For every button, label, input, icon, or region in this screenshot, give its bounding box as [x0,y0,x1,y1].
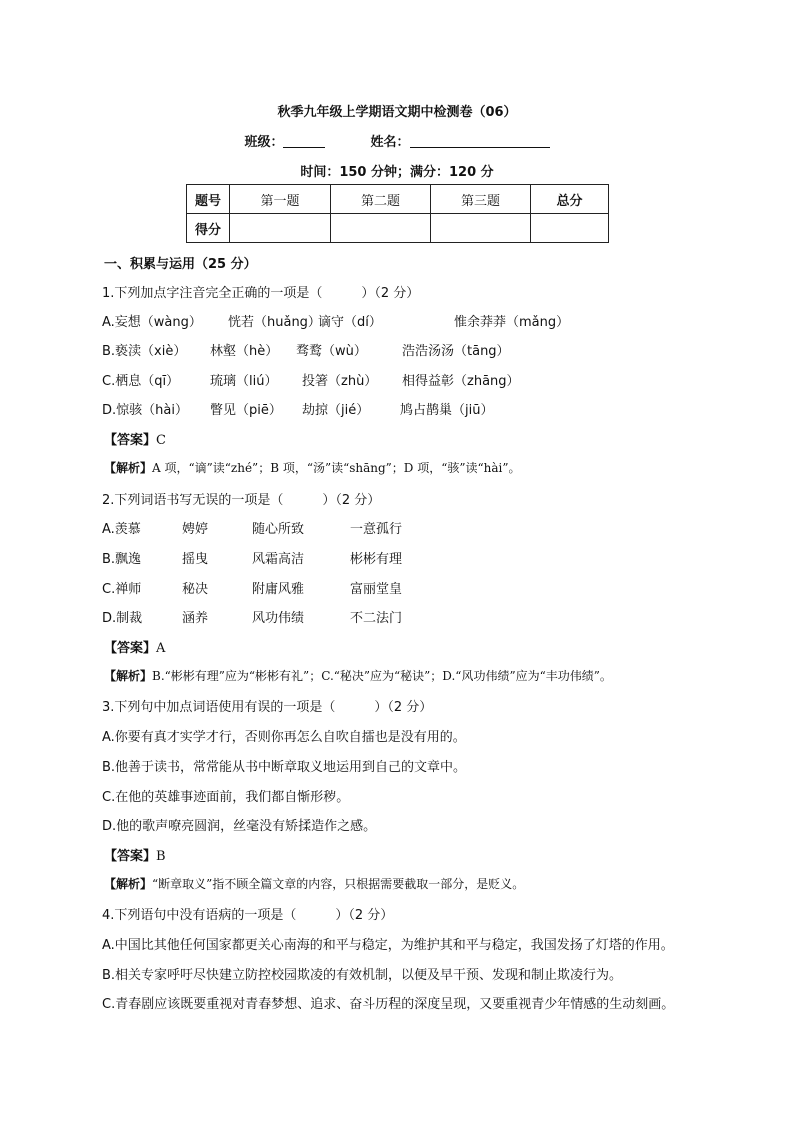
answer-value: A [156,641,166,656]
question-stem: 4.下列语句中没有语病的一项是（ ）（2 分） [102,908,394,923]
score-cell: 第二题 [331,185,431,214]
name-blank[interactable] [410,134,550,148]
option-a: A.中国比其他任何国家都更关心南海的和平与稳定，为维护其和平与稳定，我国发扬了灯塔的作用。 [102,938,674,953]
analysis-tag: 【解析】 [104,877,153,891]
score-cell: 总分 [531,185,609,214]
option-d: D.制裁 涵养 风功伟绩 不二法门 [102,611,403,626]
option-a: A.你要有真才实学才行，否则你再怎么自吹自擂也是没有用的。 [102,730,466,745]
score-cell: 第一题 [230,185,331,214]
answer-line [104,637,165,656]
question-stem: 3.下列句中加点词语使用有误的一项是（ ）（2 分） [102,700,433,715]
answer-value: B [156,849,166,864]
score-cell: 得分 [187,214,230,243]
time-info: 时间：150 分钟；满分：120 分 [300,165,494,180]
option-c: C.栖息（qī） 琉璃（liú） 投箸（zhù） 相得益彰（zhāng） [102,374,520,389]
option-a: A.妄想（wàng） 恍若（huǎng）谪守（dí） 惟余莽莽（mǎng） [102,315,570,330]
option-d: D.他的歌声嘹亮圆润，丝毫没有矫揉造作之感。 [102,819,377,834]
option-b: B.相关专家呼吁尽快建立防控校园欺凌的有效机制，以便及早干预、发现和制止欺凌行为。 [102,968,623,983]
class-label: 班级： [244,135,284,150]
analysis-line [104,459,521,476]
section-heading: 一、积累与运用（25 分） [104,257,257,272]
answer-tag: 【答案】 [104,849,157,864]
question-stem: 2.下列词语书写无误的一项是（ ）（2 分） [102,493,381,508]
score-input-cell[interactable] [531,214,609,243]
answer-line [104,845,166,864]
score-table-header-row [187,185,609,214]
analysis-tag: 【解析】 [104,669,153,683]
option-c: C.青春剧应该既要重视对青春梦想、追求、奋斗历程的深度呈现，又要重视青少年情感的生动刻画。 [102,997,675,1012]
answer-tag: 【答案】 [104,433,157,448]
option-c: C.禅师 秘决 附庸风雅 富丽堂皇 [102,582,403,597]
option-c: C.在他的英雄事迹面前，我们都自惭形秽。 [102,790,350,805]
analysis-text: B.“彬彬有理”应为“彬彬有礼”；C.“秘决”应为“秘诀”；D.“风功伟绩”应为“丰功伟绩”。 [152,669,612,683]
option-d: D.惊骇（hài） 瞥见（piē） 劫掠（jié） 鸠占鹊巢（jiū） [102,403,494,418]
question-stem: 1.下列加点字注音完全正确的一项是（ ）（2 分） [102,286,420,301]
class-name-line [0,131,794,150]
analysis-text: A 项，“谪”读“zhé”；B 项，“汤”读“shāng”；D 项，“骇”读“hài”。 [152,461,521,475]
analysis-tag: 【解析】 [104,461,153,475]
answer-tag: 【答案】 [104,641,157,656]
option-b: B.飘逸 摇曳 风霜高洁 彬彬有理 [102,552,403,567]
analysis-line [104,667,612,684]
score-input-cell[interactable] [431,214,531,243]
score-table-score-row [187,214,609,243]
score-input-cell[interactable] [331,214,431,243]
analysis-line [104,875,524,892]
class-blank[interactable] [283,134,325,148]
score-table [186,184,609,243]
score-cell: 第三题 [431,185,531,214]
option-b: B.亵渎（xiè） 林壑（hè） 骛鹜（wù） 浩浩汤汤（tāng） [102,344,510,359]
option-b: B.他善于读书，常常能从书中断章取义地运用到自己的文章中。 [102,760,467,775]
answer-line [104,429,166,448]
option-a: A.羡慕 娉婷 随心所致 一意孤行 [102,522,403,537]
exam-title: 秋季九年级上学期语文期中检测卷（06） [277,105,517,120]
analysis-text: “断章取义”指不顾全篇文章的内容，只根据需要截取一部分，是贬义。 [152,877,525,891]
score-input-cell[interactable] [230,214,331,243]
name-label: 姓名： [370,135,410,150]
score-cell: 题号 [187,185,230,214]
answer-value: C [156,433,166,448]
